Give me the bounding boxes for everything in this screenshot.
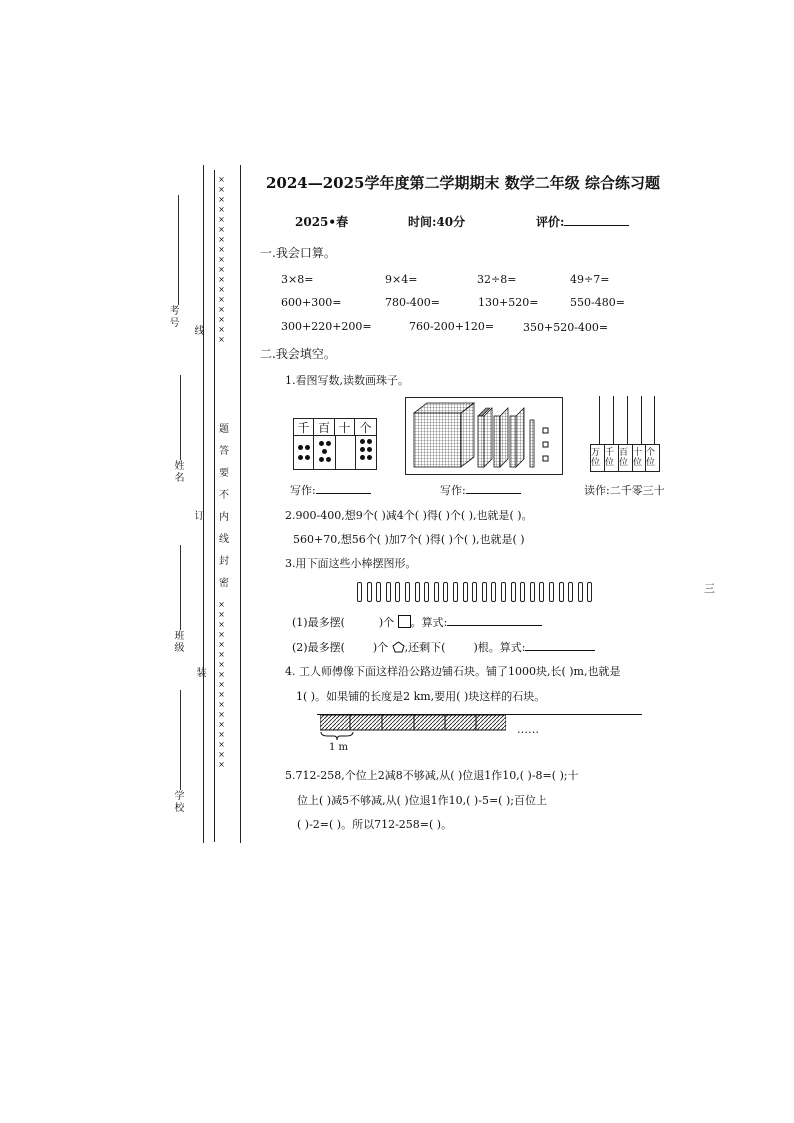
bead-dot bbox=[319, 457, 324, 462]
bead-dot bbox=[326, 441, 331, 446]
abacus-label: 百位 bbox=[619, 445, 633, 471]
class-line bbox=[180, 545, 181, 630]
unit-cube bbox=[543, 456, 548, 461]
bead-dot bbox=[367, 455, 372, 460]
ten-rod bbox=[530, 420, 534, 467]
label-staple-1: 订 bbox=[192, 510, 203, 522]
stick bbox=[530, 582, 535, 602]
stick bbox=[453, 582, 458, 602]
grade-label-text: 评价: bbox=[536, 215, 565, 229]
calc-item: 350+520-400= bbox=[523, 321, 609, 334]
place-cell-thousands bbox=[294, 436, 314, 469]
stick bbox=[376, 582, 381, 602]
seal-char: 要 bbox=[219, 468, 229, 479]
stick bbox=[424, 582, 429, 602]
abacus-label: 万位 bbox=[591, 445, 605, 471]
abacus-rod bbox=[613, 396, 614, 444]
section2-heading: 二.我会填空。 bbox=[260, 347, 336, 361]
q2-line1: 2.900-400,想9个( )减4个( )得( )个( ),也就是( )。 bbox=[285, 509, 533, 522]
bead-dot bbox=[298, 445, 303, 450]
calc-item: 130+520= bbox=[478, 296, 539, 309]
write-label: 写作: bbox=[440, 484, 466, 497]
binding-line-mid bbox=[214, 170, 215, 842]
place-header: 十 bbox=[335, 419, 355, 436]
q3-part1 bbox=[292, 614, 542, 630]
bead-dot bbox=[367, 439, 372, 444]
term-label: 2025•春 bbox=[295, 215, 349, 229]
calc-item: 32÷8= bbox=[477, 273, 517, 286]
grade-label bbox=[536, 213, 629, 230]
bead-dot bbox=[360, 439, 365, 444]
abacus-label: 千位 bbox=[605, 445, 619, 471]
equation-blank[interactable] bbox=[447, 625, 542, 626]
seal-char: 题 bbox=[219, 424, 229, 435]
place-cell-ones bbox=[356, 436, 376, 469]
seal-char: 封 bbox=[219, 556, 229, 567]
q4-line1: 4. 工人师傅像下面这样沿公路边铺石块。铺了1000块,长( )m,也就是 bbox=[285, 665, 621, 678]
label-name: 姓名 bbox=[172, 460, 183, 484]
q4-line2: 1( )。如果铺的长度是2 km,要用( )块这样的石块。 bbox=[296, 690, 546, 703]
place-cell-hundreds bbox=[314, 436, 335, 469]
answer-blank[interactable] bbox=[466, 493, 521, 494]
write-label: 写作: bbox=[290, 484, 316, 497]
q2-line2: 560+70,想56个( )加7个( )得( )个( ),也就是( ) bbox=[293, 533, 525, 546]
section1-heading: 一.我会口算。 bbox=[260, 246, 336, 260]
seal-text-column bbox=[219, 420, 231, 596]
stick bbox=[367, 582, 372, 602]
name-line bbox=[180, 375, 181, 460]
q1-text: 1.看图写数,读数画珠子。 bbox=[285, 374, 409, 387]
seal-char: 不 bbox=[219, 490, 229, 501]
stick bbox=[482, 582, 487, 602]
calc-item: 600+300= bbox=[281, 296, 342, 309]
abacus-rod bbox=[599, 396, 600, 444]
abacus-rod bbox=[627, 396, 628, 444]
calc-item: 3×8= bbox=[281, 273, 314, 286]
write-answer-1 bbox=[290, 482, 371, 498]
unit-cube bbox=[543, 428, 548, 433]
abacus-base bbox=[590, 444, 660, 472]
binding-line-left bbox=[203, 165, 204, 843]
calc-item: 9×4= bbox=[385, 273, 418, 286]
q3-text-segment: (1)最多摆( bbox=[292, 616, 345, 629]
label-school: 学校 bbox=[172, 790, 183, 814]
brace-icon bbox=[320, 731, 354, 741]
bead-dot bbox=[319, 441, 324, 446]
pentagon-shape-icon bbox=[392, 641, 405, 653]
bead-dot bbox=[367, 447, 372, 452]
label-class: 班级 bbox=[172, 630, 183, 654]
square-shape-icon bbox=[398, 615, 411, 628]
bead-dot bbox=[360, 447, 365, 452]
stick bbox=[587, 582, 592, 602]
q3-text: 3.用下面这些小棒摆图形。 bbox=[285, 557, 417, 570]
place-header: 个 bbox=[355, 419, 376, 436]
base-ten-blocks-illustration bbox=[406, 398, 562, 474]
bead-dot bbox=[305, 455, 310, 460]
calc-item: 49÷7= bbox=[570, 273, 610, 286]
abacus-rod bbox=[641, 396, 642, 444]
calc-item: 760-200+120= bbox=[409, 320, 495, 333]
q3-text-segment: )个 bbox=[378, 616, 395, 629]
q3-text-segment: 。算式: bbox=[410, 616, 448, 629]
stick bbox=[434, 582, 439, 602]
q5-line3: ( )-2=( )。所以712-258=( )。 bbox=[297, 818, 453, 831]
label-exam-number: 考号 bbox=[167, 305, 178, 329]
calc-item: 550-480= bbox=[570, 296, 625, 309]
abacus-label: 十位 bbox=[633, 445, 646, 471]
stick bbox=[520, 582, 525, 602]
stick bbox=[357, 582, 362, 602]
place-header: 百 bbox=[314, 419, 335, 436]
q3-text-segment: )个 bbox=[372, 641, 389, 654]
stick bbox=[568, 582, 573, 602]
stick bbox=[395, 582, 400, 602]
stick bbox=[578, 582, 583, 602]
blocks-picture bbox=[405, 397, 563, 475]
bead-dot bbox=[326, 457, 331, 462]
stick bbox=[549, 582, 554, 602]
bead-dot bbox=[298, 455, 303, 460]
q3-text-segment: ,还剩下( bbox=[404, 641, 446, 654]
stick bbox=[559, 582, 564, 602]
sticks-row bbox=[357, 580, 597, 604]
road-ellipsis: …… bbox=[517, 723, 539, 736]
stick bbox=[443, 582, 448, 602]
place-header: 千 bbox=[294, 419, 314, 436]
calc-item: 780-400= bbox=[385, 296, 440, 309]
seal-char: 内 bbox=[219, 512, 229, 523]
stone-blocks bbox=[320, 715, 506, 731]
stick bbox=[501, 582, 506, 602]
q5-line1: 5.712-258,个位上2减8不够减,从( )位退1作10,( )-8=( );十 bbox=[285, 769, 579, 782]
place-cell-tens bbox=[336, 436, 356, 469]
page-title: 2024—2025学年度第二学期期末 数学二年级 综合练习题 bbox=[266, 174, 660, 192]
hundred-flat bbox=[510, 408, 524, 467]
grade-blank[interactable] bbox=[564, 225, 629, 226]
page-margin-mark: 三 bbox=[704, 582, 715, 595]
place-value-chart bbox=[293, 418, 377, 470]
q3-text-segment: (2)最多摆( bbox=[292, 641, 345, 654]
abacus-rod bbox=[654, 396, 655, 444]
binding-line-right bbox=[240, 165, 241, 843]
write-answer-2 bbox=[440, 482, 521, 498]
bead-dot bbox=[322, 449, 327, 454]
calc-item: 300+220+200= bbox=[281, 320, 372, 333]
stick bbox=[539, 582, 544, 602]
x-marks-top: ××××××××××××××××× bbox=[217, 175, 226, 345]
bead-dot bbox=[360, 455, 365, 460]
block-length-label: 1 m bbox=[329, 742, 349, 753]
q5-line2: 位上( )减5不够减,从( )位退1作10,( )-5=( );百位上 bbox=[297, 794, 547, 807]
stick bbox=[415, 582, 420, 602]
equation-blank[interactable] bbox=[525, 650, 595, 651]
read-answer: 读作:二千零三十 bbox=[584, 484, 665, 497]
seal-char: 线 bbox=[219, 534, 229, 545]
q3-text-segment: )根。算式: bbox=[473, 641, 526, 654]
time-label: 时间:40分 bbox=[408, 215, 466, 229]
hundred-flat bbox=[478, 408, 492, 467]
stick bbox=[405, 582, 410, 602]
abacus-label: 个位 bbox=[646, 448, 656, 468]
abacus bbox=[590, 396, 658, 472]
seal-char: 答 bbox=[219, 446, 229, 457]
q3-part2 bbox=[292, 639, 595, 655]
x-marks-bottom: ××××××××××××××××× bbox=[217, 600, 226, 770]
stick bbox=[463, 582, 468, 602]
stick bbox=[386, 582, 391, 602]
stick bbox=[472, 582, 477, 602]
label-line: 线 bbox=[192, 325, 203, 337]
stick bbox=[491, 582, 496, 602]
stick bbox=[511, 582, 516, 602]
exam-number-line bbox=[178, 195, 179, 305]
school-line bbox=[180, 690, 181, 790]
answer-blank[interactable] bbox=[316, 493, 371, 494]
road-diagram bbox=[317, 711, 647, 756]
unit-cube bbox=[543, 442, 548, 447]
seal-char: 密 bbox=[219, 578, 229, 589]
label-bind: 装 bbox=[194, 667, 205, 679]
thousand-cube bbox=[414, 403, 474, 467]
hundred-flat bbox=[494, 408, 508, 467]
bead-dot bbox=[305, 445, 310, 450]
